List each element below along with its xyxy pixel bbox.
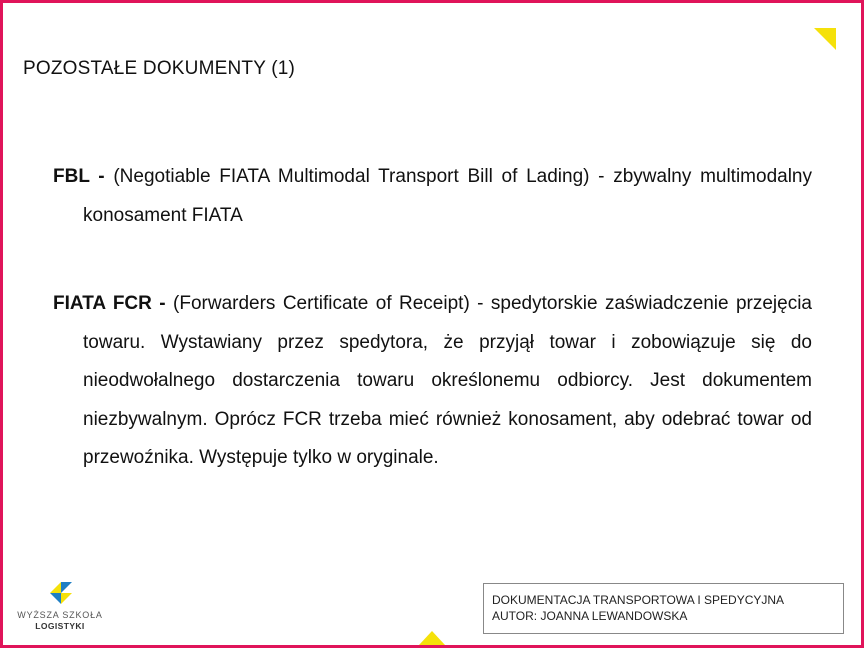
slide-title: POZOSTAŁE DOKUMENTY (1) [23,58,296,79]
term-fiata-fcr: FIATA FCR - [53,293,166,314]
definition-fiata-fcr: (Forwarders Certificate of Receipt) - spedytorskie zaświadczenie przejęcia towaru. Wystawiany przez spedytora, że przyjął towar i zobowiązuje się do nieodwołalnego dostarczenia towaru określonemu odbiorcy. Jest dokumentem niezbywalnym. Oprócz FCR trzeba mieć również konosament, aby odebrać towar od przewoźnika. Występuje tylko w oryginale. [83,293,812,468]
school-logo [14,578,106,634]
corner-triangle-decoration [814,28,836,50]
definition-fbl: (Negotiable FIATA Multimodal Transport Bill of Lading) - zbywalny multimodalny konosament FIATA [83,166,813,226]
term-fbl: FBL - [53,166,105,187]
bottom-triangle-decoration [419,631,445,645]
paragraph-fiata-fcr [53,285,812,478]
footer-box [483,583,844,634]
logo-text-line2: LOGISTYKI [35,621,85,631]
logo-text-line1: WYŻSZA SZKOŁA [17,610,103,620]
footer-author: AUTOR: JOANNA LEWANDOWSKA [492,609,688,623]
paragraph-fbl [53,158,812,235]
logo-mark-icon [48,580,74,606]
footer-course-title: DOKUMENTACJA TRANSPORTOWA I SPEDYCYJNA [492,593,785,607]
